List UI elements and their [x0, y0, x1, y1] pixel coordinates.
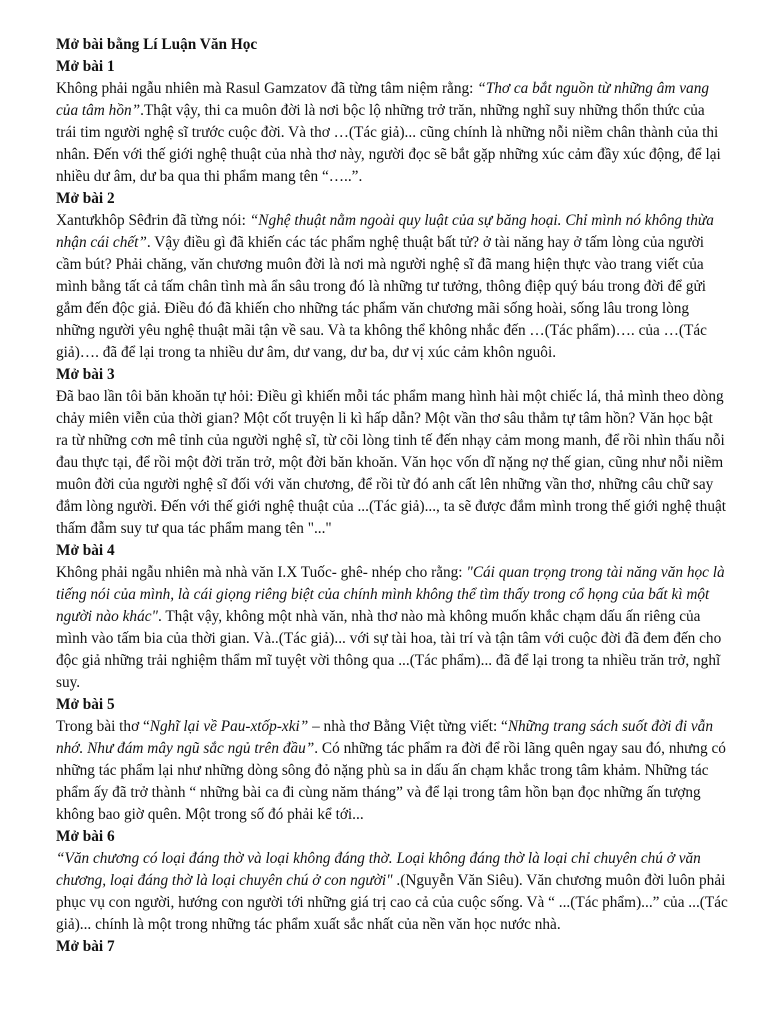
- section-heading: Mở bài 5: [56, 696, 115, 713]
- section-paragraph: [56, 848, 728, 936]
- section-paragraph: [56, 562, 728, 694]
- document-title: Mở bài bằng Lí Luận Văn Học: [56, 36, 258, 53]
- section-paragraph: [56, 386, 728, 540]
- body-text: . Vậy điều gì đã khiến các tác phẩm nghệ thuật bất tử? ở tài năng hay ở tấm lòng của người cầm bút? Phải chăng, văn chương muôn đời là nơi mà người nghệ sĩ đã mang hiện thực vào trang viết của mình bằng tất cả tấm chân tình mà ẩn sâu trong đó là những tư tưởng, thông điệp quý báu trong đời để gửi gắm đến độc giả. Điều đó đã khiến cho những tác phẩm văn chương mãi sống hoài, sống lâu trong lòng những người yêu nghệ thuật mãi tận về sau. Và ta không thể không nhắc đến …(Tác phẩm)…. của …(Tác giả)…. đã để lại trong ta nhiều dư âm, dư vang, dư ba, dư vị xúc cảm khôn nguôi.: [56, 234, 707, 361]
- body-text: Xantưkhôp Sêđrin đã từng nói:: [56, 212, 250, 229]
- section-heading: Mở bài 7: [56, 938, 115, 955]
- quoted-text: "Cái quan trọng trong tài năng văn học là tiếng nói của mình, là cái giọng riêng biệt của chính mình không thể tìm thấy trong cổ họng của bất kì một người nào khác": [56, 564, 725, 625]
- body-text: – nhà thơ Bằng Việt từng viết: “: [308, 718, 508, 735]
- section-paragraph: [56, 716, 728, 826]
- quoted-text: Những trang sách suốt đời đi vẫn nhớ. Như đám mây ngũ sắc ngủ trên đầu”: [56, 718, 713, 757]
- section-paragraph: [56, 210, 728, 364]
- section-heading: Mở bài 4: [56, 542, 115, 559]
- body-text: . Có những tác phẩm ra đời để rồi lãng quên ngay sau đó, nhưng có những tác phẩm lại như những dòng sông đỏ nặng phù sa in dấu ấn chạm khắc trong tâm khảm. Những tác phẩm ấy đã trở thành “ những bài ca đi cùng năm tháng” và để lại trong tâm hồn bạn đọc những ấn tượng không bao giờ quên. Một trong số đó phải kể tới...: [56, 740, 726, 823]
- body-text: .Thật vậy, thi ca muôn đời là nơi bộc lộ những trở trăn, những nghĩ suy những thổn thức của trái tim người nghệ sĩ trước cuộc đời. Và thơ …(Tác giả)... cũng chính là những nỗi niềm chân thành của thi nhân. Đến với thế giới nghệ thuật của nhà thơ này, người đọc sẽ bắt gặp những xúc cảm đầy xúc động, để lại nhiều dư âm, dư ba qua thi phẩm mang tên “…..”.: [56, 102, 721, 185]
- body-text: Không phải ngẫu nhiên mà nhà văn I.X Tuốc- ghê- nhép cho rằng:: [56, 564, 467, 581]
- document-page: [56, 34, 728, 958]
- body-text: Đã bao lần tôi băn khoăn tự hỏi: Điều gì khiến mỗi tác phẩm mang hình hài một chiếc lá, thả mình theo dòng chảy miên viễn của thời gian? Một cốt truyện li kì hấp dẫn? Một vần thơ sâu thẳm tự tâm hồn? Văn học bật ra từ những cơn mê tỉnh của người nghệ sĩ, từ cõi lòng tinh tế đến nhạy cảm mong manh, để rồi nhìn thấu nỗi đau thực tại, để rồi một đời trăn trở, một đời băn khoăn. Văn học vốn dĩ nặng nợ thế gian, cũng như nỗi niềm muôn đời của người nghệ sĩ đối với văn chương, để rồi từ đó anh cất lên những vần thơ, những câu chữ say đắm lòng người. Đến với thế giới nghệ thuật của ...(Tác giả)..., ta sẽ được đắm mình trong thế giới nghệ thuật thấm đẫm suy tư qua tác phẩm mang tên "...": [56, 388, 727, 537]
- body-text: .(Nguyễn Văn Siêu). Văn chương muôn đời luôn phải phục vụ con người, hướng con người tới những giá trị cao cả của cuộc sống. Và “ ...(Tác phẩm)...” của ...(Tác giả)... chính là một trong những tác phẩm xuất sắc nhất của nền văn học nước nhà.: [56, 872, 728, 933]
- section-heading: Mở bài 6: [56, 828, 115, 845]
- quoted-text: “Nghệ thuật nằm ngoài quy luật của sự băng hoại. Chỉ mình nó không thừa nhận cái chết”: [56, 212, 714, 251]
- quoted-text: Nghĩ lại về Pau-xtốp-xki”: [149, 718, 309, 735]
- quoted-text: “Văn chương có loại đáng thờ và loại không đáng thờ. Loại không đáng thờ là loại chỉ chuyên chú ở văn chương, loại đáng thờ là loại chuyên chú ở con người": [56, 850, 701, 889]
- section-heading: Mở bài 2: [56, 190, 115, 207]
- body-text: Trong bài thơ “: [56, 718, 150, 735]
- section-heading: Mở bài 1: [56, 58, 115, 75]
- section-paragraph: [56, 78, 728, 188]
- body-text: Không phải ngẫu nhiên mà Rasul Gamzatov đã từng tâm niệm rằng:: [56, 80, 478, 97]
- sections-container: [56, 56, 728, 958]
- quoted-text: “Thơ ca bắt nguồn từ những âm vang của tâm hồn”: [56, 80, 710, 119]
- body-text: . Thật vậy, không một nhà văn, nhà thơ nào mà không muốn khắc chạm dấu ấn riêng của mình vào tấm bia của thời gian. Và..(Tác giả)... với sự tài hoa, tài trí và tận tâm với cuộc đời đã đem đến cho độc giả những trải nghiệm thẩm mĩ tuyệt vời thông qua ...(Tác phẩm)... đã để lại trong ta nhiều trăn trở, nghĩ suy.: [56, 608, 722, 691]
- section-heading: Mở bài 3: [56, 366, 115, 383]
